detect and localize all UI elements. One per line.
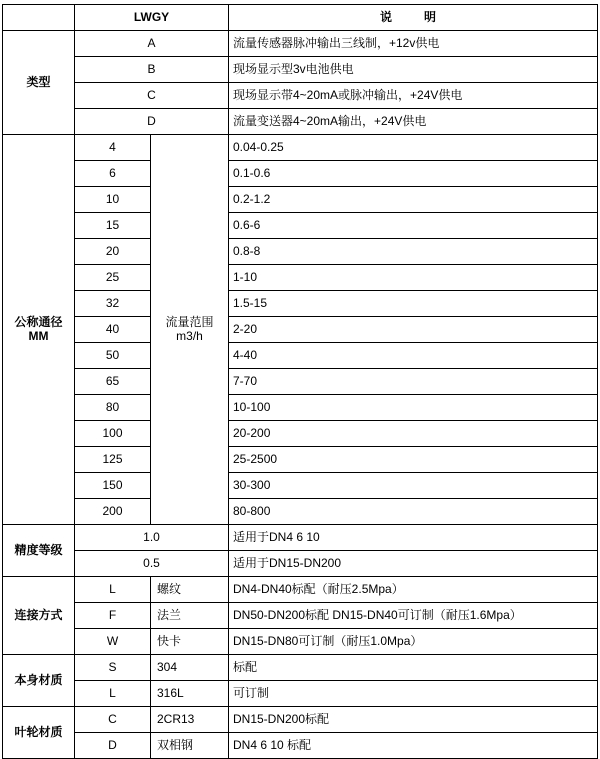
row-desc: 80-800	[229, 499, 598, 525]
row-code: 100	[75, 421, 151, 447]
row-code: 15	[75, 213, 151, 239]
row-code: W	[75, 629, 151, 655]
row-code: 20	[75, 239, 151, 265]
row-desc: 2-20	[229, 317, 598, 343]
row-desc: 标配	[229, 655, 598, 681]
table-row	[3, 733, 598, 759]
row-code: C	[75, 707, 151, 733]
table-row	[3, 239, 598, 265]
row-desc: 1-10	[229, 265, 598, 291]
table-row	[3, 499, 598, 525]
table-row	[3, 291, 598, 317]
table-body	[3, 5, 598, 759]
table-row	[3, 707, 598, 733]
row-code: 80	[75, 395, 151, 421]
row-desc: 0.6-6	[229, 213, 598, 239]
table-row	[3, 655, 598, 681]
header-desc-cell: 说 明	[229, 5, 598, 31]
table-row	[3, 681, 598, 707]
table-row	[3, 525, 598, 551]
row-code: F	[75, 603, 151, 629]
row-desc: 1.5-15	[229, 291, 598, 317]
row-code: 6	[75, 161, 151, 187]
row-desc: 7-70	[229, 369, 598, 395]
row-mid: 316L	[151, 681, 229, 707]
row-desc: DN15-DN200标配	[229, 707, 598, 733]
table-row	[3, 31, 598, 57]
table-row	[3, 421, 598, 447]
flow-range-line2: m3/h	[176, 328, 203, 343]
row-code: 65	[75, 369, 151, 395]
table-row	[3, 57, 598, 83]
row-desc: DN4-DN40标配（耐压2.5Mpa）	[229, 577, 598, 603]
row-desc: DN15-DN80可订制（耐压1.0Mpa）	[229, 629, 598, 655]
section-label-type: 类型	[3, 31, 75, 135]
row-code: 200	[75, 499, 151, 525]
row-desc: DN50-DN200标配 DN15-DN40可订制（耐压1.6Mpa）	[229, 603, 598, 629]
row-mid: 双相钢	[151, 733, 229, 759]
table-row	[3, 551, 598, 577]
row-code: 4	[75, 135, 151, 161]
table-row	[3, 395, 598, 421]
table-row	[3, 473, 598, 499]
row-desc: 0.1-0.6	[229, 161, 598, 187]
table-row	[3, 369, 598, 395]
section-label-nominal-diameter	[3, 135, 75, 525]
row-code: D	[75, 733, 151, 759]
section-label-line2: MM	[28, 328, 49, 343]
row-code: L	[75, 577, 151, 603]
row-code: C	[75, 83, 229, 109]
row-code: 40	[75, 317, 151, 343]
section-label-impeller-material: 叶轮材质	[3, 707, 75, 759]
specification-table	[2, 4, 598, 759]
row-code: 150	[75, 473, 151, 499]
table-row	[3, 447, 598, 473]
header-code-cell: LWGY	[75, 5, 229, 31]
row-code: 50	[75, 343, 151, 369]
row-code: B	[75, 57, 229, 83]
row-code: L	[75, 681, 151, 707]
row-mid: 快卡	[151, 629, 229, 655]
table-row	[3, 187, 598, 213]
row-code: 1.0	[75, 525, 229, 551]
row-code: S	[75, 655, 151, 681]
row-mid: 螺纹	[151, 577, 229, 603]
row-mid: 法兰	[151, 603, 229, 629]
table-row	[3, 213, 598, 239]
table-header-row	[3, 5, 598, 31]
table-row	[3, 135, 598, 161]
row-desc: 适用于DN15-DN200	[229, 551, 598, 577]
row-desc: 20-200	[229, 421, 598, 447]
row-desc: 可订制	[229, 681, 598, 707]
header-blank-cell	[3, 5, 75, 31]
row-desc: 流量传感器脉冲输出三线制，+12v供电	[229, 31, 598, 57]
table-row	[3, 343, 598, 369]
row-desc: 10-100	[229, 395, 598, 421]
row-code: 25	[75, 265, 151, 291]
row-desc: 4-40	[229, 343, 598, 369]
table-row	[3, 109, 598, 135]
table-row	[3, 603, 598, 629]
row-desc: 25-2500	[229, 447, 598, 473]
table-row	[3, 83, 598, 109]
table-row	[3, 161, 598, 187]
table-row	[3, 317, 598, 343]
row-mid: 2CR13	[151, 707, 229, 733]
section-label-body-material: 本身材质	[3, 655, 75, 707]
section-label-accuracy: 精度等级	[3, 525, 75, 577]
row-desc: 0.04-0.25	[229, 135, 598, 161]
row-desc: 30-300	[229, 473, 598, 499]
row-desc: 适用于DN4 6 10	[229, 525, 598, 551]
row-desc: 0.8-8	[229, 239, 598, 265]
row-code: 10	[75, 187, 151, 213]
row-desc: 流量变送器4~20mA输出，+24V供电	[229, 109, 598, 135]
section-label-line1: 公称通径	[14, 314, 63, 329]
row-desc: 现场显示带4~20mA或脉冲输出，+24V供电	[229, 83, 598, 109]
table-row	[3, 629, 598, 655]
row-mid: 304	[151, 655, 229, 681]
row-code: A	[75, 31, 229, 57]
row-desc: 现场显示型3v电池供电	[229, 57, 598, 83]
row-code: D	[75, 109, 229, 135]
row-desc: 0.2-1.2	[229, 187, 598, 213]
row-code: 0.5	[75, 551, 229, 577]
table-row	[3, 577, 598, 603]
flow-range-line1: 流量范围	[165, 314, 214, 329]
flow-range-label	[151, 135, 229, 525]
table-row	[3, 265, 598, 291]
row-code: 125	[75, 447, 151, 473]
row-code: 32	[75, 291, 151, 317]
section-label-connection: 连接方式	[3, 577, 75, 655]
row-desc: DN4 6 10 标配	[229, 733, 598, 759]
